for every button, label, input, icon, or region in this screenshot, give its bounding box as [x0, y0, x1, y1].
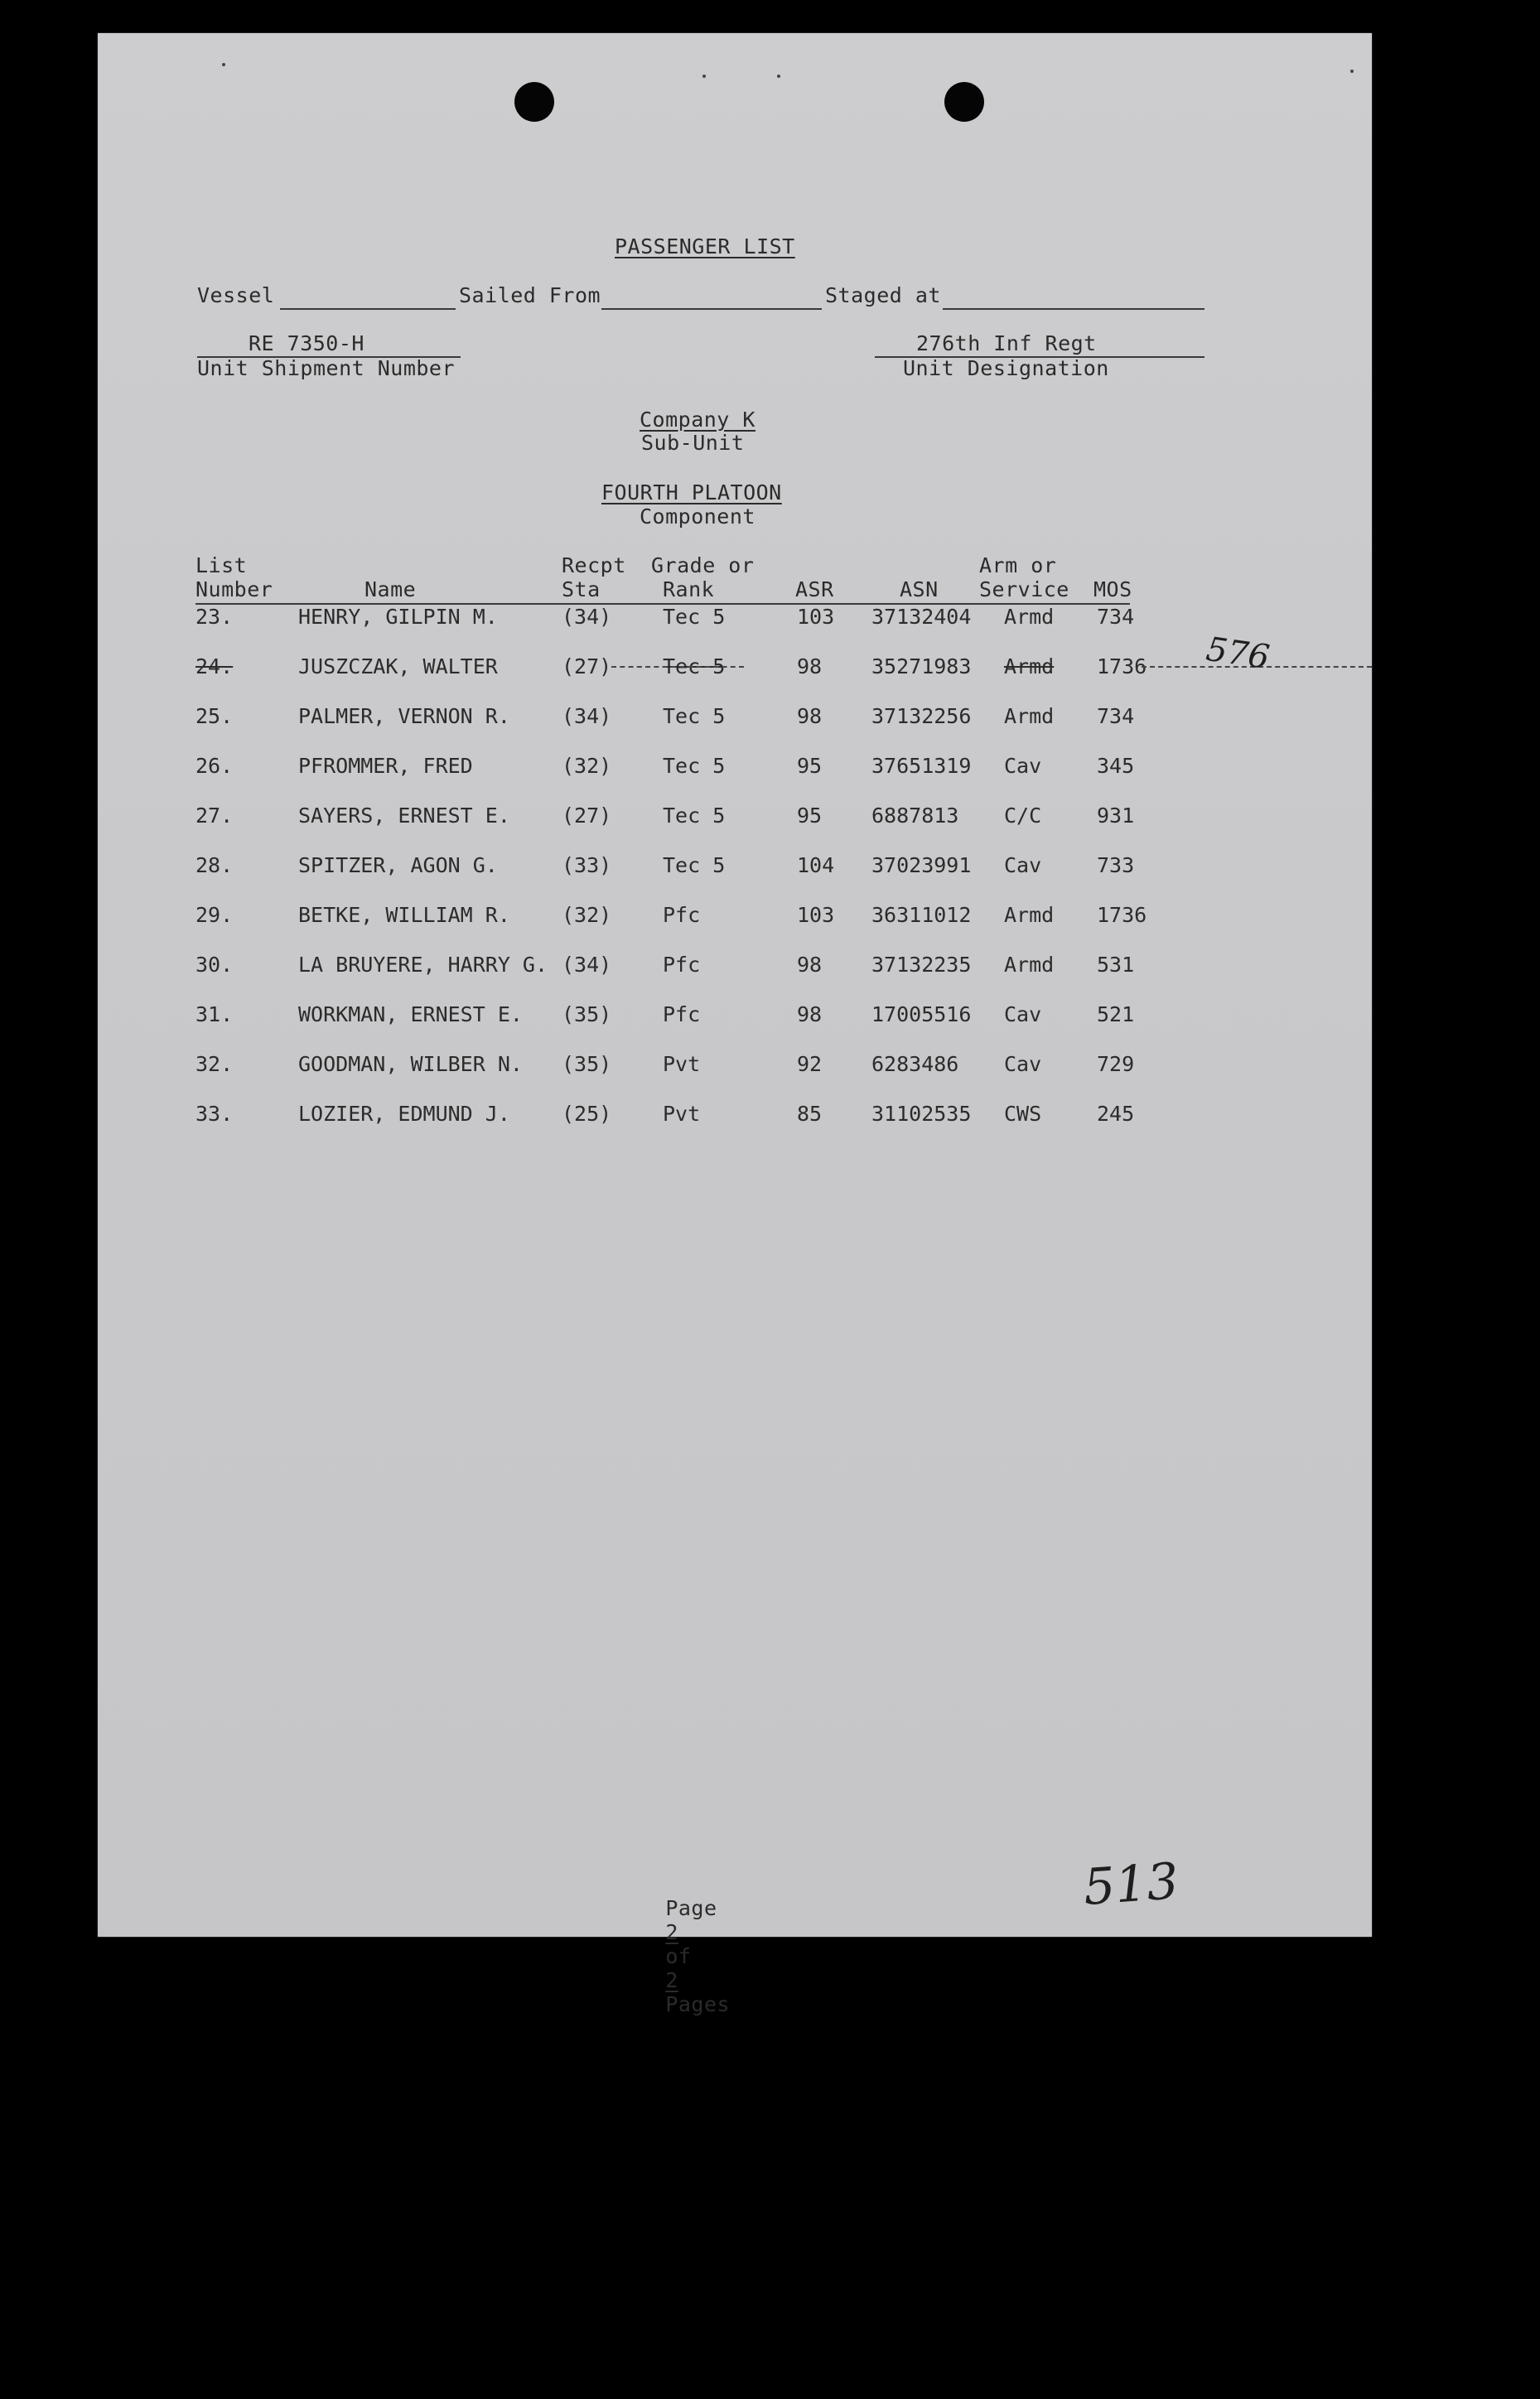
- col-recpt-sta-1: Recpt: [562, 553, 626, 577]
- cell-arm: C/C: [1004, 804, 1042, 828]
- sub-unit-value: Company K: [640, 408, 756, 432]
- document-title: PASSENGER LIST: [615, 234, 795, 258]
- col-grade-rank-1: Grade or: [651, 553, 755, 577]
- cell-mos: 245: [1097, 1102, 1135, 1126]
- col-arm-service-1: Arm or: [979, 553, 1057, 577]
- cell-name: JUSZCZAK, WALTER: [298, 654, 498, 678]
- cell-grade: Tec 5: [663, 754, 726, 778]
- col-list-number-1: List: [196, 553, 248, 577]
- cell-name: PFROMMER, FRED: [298, 754, 473, 778]
- cell-asn: 37132256: [871, 704, 972, 728]
- cell-asr: 104: [797, 853, 835, 877]
- cell-sta: (34): [562, 605, 612, 629]
- cell-name: WORKMAN, ERNEST E.: [298, 1002, 523, 1026]
- paper-sheet: [98, 33, 1372, 2016]
- cell-name: SAYERS, ERNEST E.: [298, 804, 510, 828]
- cell-asn: 35271983: [871, 654, 972, 678]
- unit-shipment-value: RE 7350-H: [249, 331, 364, 355]
- cell-number: 28.: [196, 853, 234, 877]
- table-row-struck: [98, 654, 1372, 696]
- cell-sta: (33): [562, 853, 612, 877]
- component-value: FOURTH PLATOON: [601, 480, 782, 504]
- cell-asn: 31102535: [871, 1102, 972, 1126]
- speck: [777, 75, 780, 78]
- speck: [702, 75, 706, 78]
- punch-hole-left: [514, 82, 554, 122]
- cell-asr: 103: [797, 903, 835, 927]
- cell-arm: Armd: [1004, 903, 1055, 927]
- cell-name: GOODMAN, WILBER N.: [298, 1052, 523, 1076]
- cell-number: 32.: [196, 1052, 234, 1076]
- cell-arm: Armd: [1004, 953, 1055, 977]
- punch-hole-right: [944, 82, 984, 122]
- cell-arm: Armd: [1004, 605, 1055, 629]
- cell-asn: 37132235: [871, 953, 972, 977]
- cell-grade: Pvt: [663, 1052, 701, 1076]
- unit-designation-label: Unit Designation: [903, 356, 1109, 380]
- cell-name: HENRY, GILPIN M.: [298, 605, 498, 629]
- cell-grade: Pfc: [663, 1002, 701, 1026]
- cell-asr: 103: [797, 605, 835, 629]
- cell-number: 26.: [196, 754, 234, 778]
- cell-grade: Tec 5: [663, 654, 726, 678]
- cell-arm: Cav: [1004, 853, 1042, 877]
- cell-sta: (35): [562, 1052, 612, 1076]
- cell-mos: 521: [1097, 1002, 1135, 1026]
- component-label: Component: [640, 504, 756, 529]
- pages-word: Pages: [665, 1992, 731, 2016]
- col-arm-service-2: Service: [979, 577, 1069, 601]
- cell-name: SPITZER, AGON G.: [298, 853, 498, 877]
- cell-asr: 98: [797, 654, 823, 678]
- cell-number: 24.: [196, 654, 234, 678]
- margin-annotation: 576: [1204, 630, 1272, 678]
- vessel-label: Vessel: [197, 283, 275, 307]
- col-grade-rank-2: Rank: [663, 577, 715, 601]
- table-row: [98, 1002, 1372, 1044]
- speck: [222, 63, 225, 66]
- cell-asr: 98: [797, 704, 823, 728]
- cell-number: 29.: [196, 903, 234, 927]
- cell-number: 31.: [196, 1002, 234, 1026]
- cell-mos: 729: [1097, 1052, 1135, 1076]
- cell-asn: 6887813: [871, 804, 959, 828]
- cell-grade: Pvt: [663, 1102, 701, 1126]
- handwritten-number: 513: [1081, 1852, 1180, 1917]
- cell-grade: Tec 5: [663, 853, 726, 877]
- table-row: [98, 1052, 1372, 1093]
- cell-grade: Tec 5: [663, 704, 726, 728]
- strike-line: [611, 666, 744, 668]
- cell-number: 25.: [196, 704, 234, 728]
- col-asn: ASN: [900, 577, 939, 601]
- cell-name: LOZIER, EDMUND J.: [298, 1102, 510, 1126]
- cell-number: 23.: [196, 605, 234, 629]
- cell-arm: Cav: [1004, 1052, 1042, 1076]
- cell-asr: 92: [797, 1052, 823, 1076]
- vessel-blank: [280, 308, 456, 310]
- cell-sta: (32): [562, 903, 612, 927]
- cell-arm: Armd: [1004, 654, 1055, 678]
- col-recpt-sta-2: Sta: [562, 577, 601, 601]
- cell-grade: Pfc: [663, 953, 701, 977]
- cell-asn: 37023991: [871, 853, 972, 877]
- unit-designation-value: 276th Inf Regt: [916, 331, 1097, 355]
- col-mos: MOS: [1093, 577, 1132, 601]
- cell-sta: (34): [562, 953, 612, 977]
- table-row: [98, 804, 1372, 845]
- page-footer: [588, 1872, 730, 2040]
- staged-at-blank: [943, 308, 1204, 310]
- cell-mos: 1736: [1097, 903, 1147, 927]
- cell-arm: Cav: [1004, 1002, 1042, 1026]
- cell-sta: (34): [562, 704, 612, 728]
- cell-mos: 345: [1097, 754, 1135, 778]
- page-word: Page: [665, 1896, 717, 1920]
- cell-asr: 98: [797, 953, 823, 977]
- cell-grade: Tec 5: [663, 804, 726, 828]
- cell-asr: 85: [797, 1102, 823, 1126]
- cell-asr: 95: [797, 754, 823, 778]
- cell-sta: (32): [562, 754, 612, 778]
- cell-mos: 734: [1097, 605, 1135, 629]
- cell-mos: 931: [1097, 804, 1135, 828]
- cell-name: BETKE, WILLIAM R.: [298, 903, 510, 927]
- cell-mos: 1736: [1097, 654, 1147, 678]
- cell-mos: 734: [1097, 704, 1135, 728]
- of-word: of: [665, 1944, 692, 1968]
- cell-asn: 37132404: [871, 605, 972, 629]
- sub-unit-label: Sub-Unit: [641, 431, 745, 455]
- cell-arm: Armd: [1004, 704, 1055, 728]
- table-row: [98, 953, 1372, 994]
- cell-asn: 36311012: [871, 903, 972, 927]
- staged-at-label: Staged at: [825, 283, 941, 307]
- sailed-from-blank: [601, 308, 822, 310]
- cell-arm: Cav: [1004, 754, 1042, 778]
- cell-sta: (35): [562, 1002, 612, 1026]
- cell-name: LA BRUYERE, HARRY G.: [298, 953, 548, 977]
- cell-number: 27.: [196, 804, 234, 828]
- cell-mos: 733: [1097, 853, 1135, 877]
- table-row: [98, 1102, 1372, 1143]
- col-asr: ASR: [795, 577, 834, 601]
- table-row: [98, 754, 1372, 795]
- cell-asn: 6283486: [871, 1052, 959, 1076]
- table-row: [98, 704, 1372, 746]
- cell-name: PALMER, VERNON R.: [298, 704, 510, 728]
- cell-sta: (25): [562, 1102, 612, 1126]
- cell-asr: 98: [797, 1002, 823, 1026]
- cell-arm: CWS: [1004, 1102, 1042, 1126]
- page-number: 2: [665, 1920, 678, 1944]
- table-row: [98, 605, 1372, 646]
- table-row: [98, 903, 1372, 944]
- cell-grade: Pfc: [663, 903, 701, 927]
- cell-mos: 531: [1097, 953, 1135, 977]
- cell-sta: (27): [562, 654, 612, 678]
- speck: [1350, 70, 1354, 73]
- col-list-number-2: Number: [196, 577, 273, 601]
- unit-shipment-label: Unit Shipment Number: [197, 356, 456, 380]
- cell-asr: 95: [797, 804, 823, 828]
- page-total: 2: [665, 1968, 678, 1992]
- cell-asn: 37651319: [871, 754, 972, 778]
- cell-grade: Tec 5: [663, 605, 726, 629]
- cell-number: 30.: [196, 953, 234, 977]
- table-row: [98, 853, 1372, 895]
- col-name: Name: [364, 577, 417, 601]
- cell-number: 33.: [196, 1102, 234, 1126]
- cell-asn: 17005516: [871, 1002, 972, 1026]
- cell-sta: (27): [562, 804, 612, 828]
- sailed-from-label: Sailed From: [459, 283, 601, 307]
